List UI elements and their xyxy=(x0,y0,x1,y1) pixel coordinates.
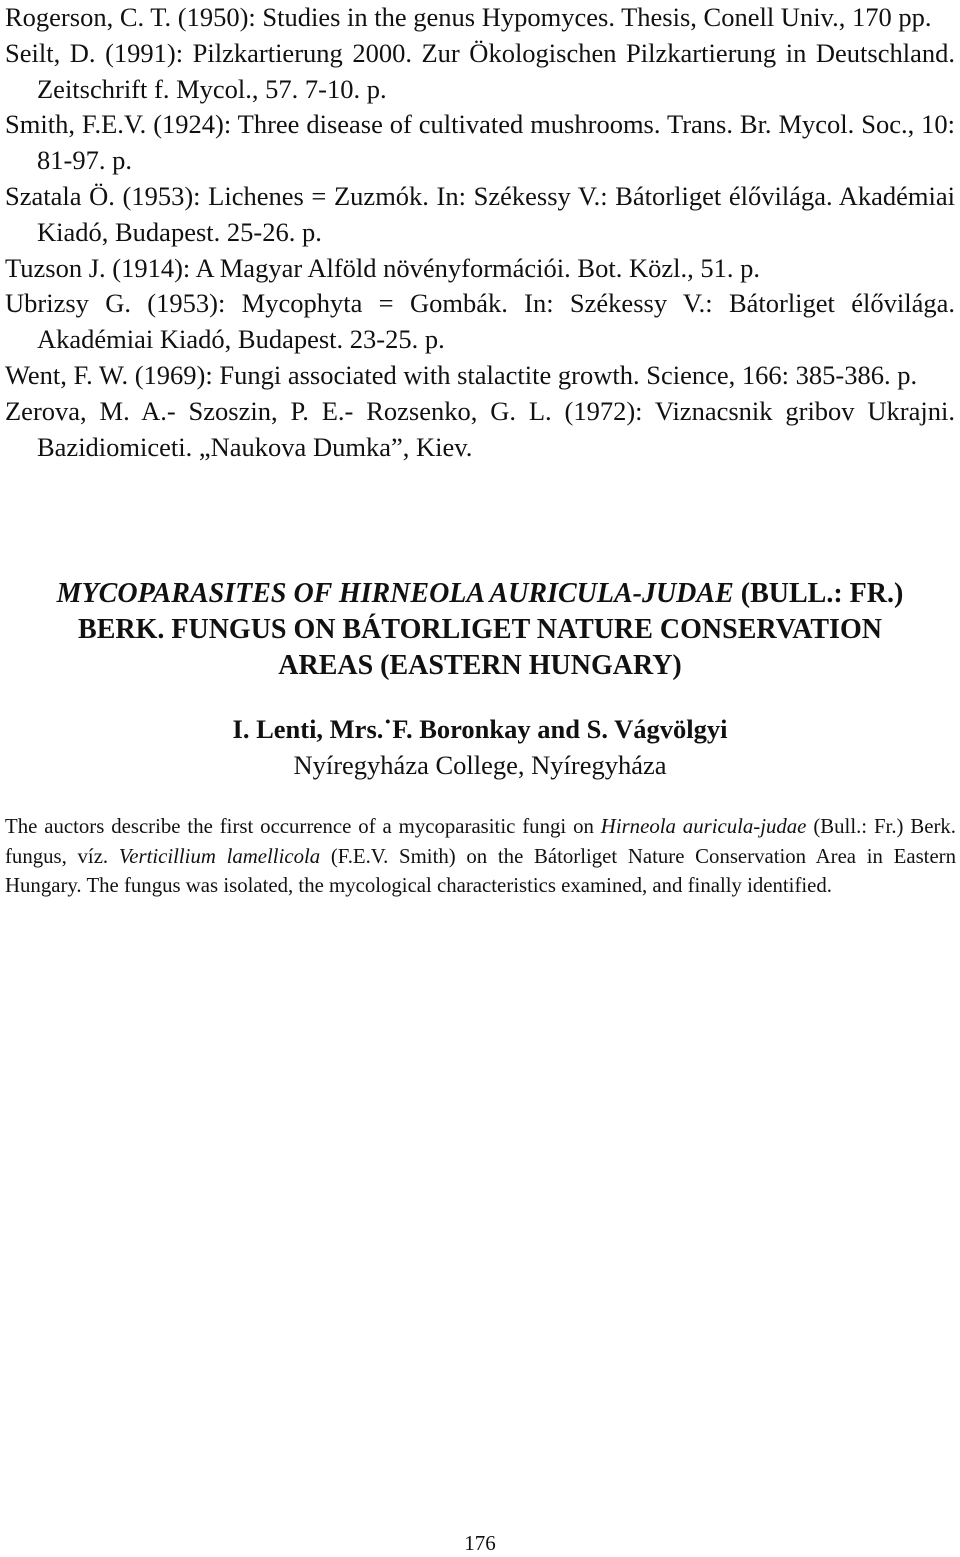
page-number: 176 xyxy=(464,1531,496,1555)
reference-item: Zerova, M. A.- Szoszin, P. E.- Rozsenko, G. L. (1972): Viznacsnik gribov Ukrajni. Bazidiomiceti. „Naukova Dumka”, Kiev. xyxy=(5,395,955,462)
affiliation: Nyíregyháza College, Nyíregyháza xyxy=(293,750,667,780)
title-line-1-rest: (BULL.: FR.) xyxy=(733,578,904,609)
title-italic-part: MYCOPARASITES OF HIRNEOLA AURICULA-JUDAE xyxy=(56,578,734,609)
reference-item: Ubrizsy G. (1953): Mycophyta = Gombák. In: Székessy V.: Bátorliget élővilága. Akadémiai Kiadó, Budapest. 23-25. p. xyxy=(5,288,955,355)
reference-item: Tuzson J. (1914): A Magyar Alföld növényformációi. Bot. Közl., 51. p. xyxy=(5,252,760,283)
article-title xyxy=(0,576,960,684)
abstract-text-1: The auctors describe the first occurrence of a mycoparasitic fungi on xyxy=(5,815,601,838)
reference-item: Went, F. W. (1969): Fungi associated with stalactite growth. Science, 166: 385-386. p. xyxy=(5,359,918,390)
abstract-species-2: Verticillium lamellicola xyxy=(118,844,321,868)
abstract-species-1: Hirneola auricula-judae xyxy=(600,815,807,838)
reference-item: Smith, F.E.V. (1924): Three disease of cultivated mushrooms. Trans. Br. Mycol. Soc., 10: 81-97. p. xyxy=(5,109,955,176)
reference-item: Szatala Ö. (1953): Lichenes = Zuzmók. In: Székessy V.: Bátorliget élővilága. Akadémiai Kiadó, Budapest. 25-26. p. xyxy=(5,180,955,247)
abstract-text-3: (F.E.V. Smith) on the Bátorliget Nature Conservation Area in Eastern Hungary. The fungus was isolated, the mycological characteristics examined, and finally identified. xyxy=(5,844,956,898)
title-line-1 xyxy=(0,576,960,612)
reference-item: Seilt, D. (1991): Pilzkartierung 2000. Zur Ökologischen Pilzkartierung in Deutschland. Zeitschrift f. Mycol., 57. 7-10. p. xyxy=(5,37,955,104)
abstract xyxy=(5,812,956,901)
title-line-2: BERK. FUNGUS ON BÁTORLIGET NATURE CONSERVATION xyxy=(78,614,882,645)
reference-list xyxy=(5,0,955,465)
reference-item: Rogerson, C. T. (1950): Studies in the genus Hypomyces. Thesis, Conell Univ., 170 pp. xyxy=(5,2,932,32)
authors: I. Lenti, Mrs.˙F. Boronkay and S. Vágvölgyi xyxy=(232,714,728,744)
abstract-text-2: (Bull.: Fr.) Berk. fungus, víz. xyxy=(5,815,957,868)
title-line-3: AREAS (EASTERN HUNGARY) xyxy=(278,650,682,681)
